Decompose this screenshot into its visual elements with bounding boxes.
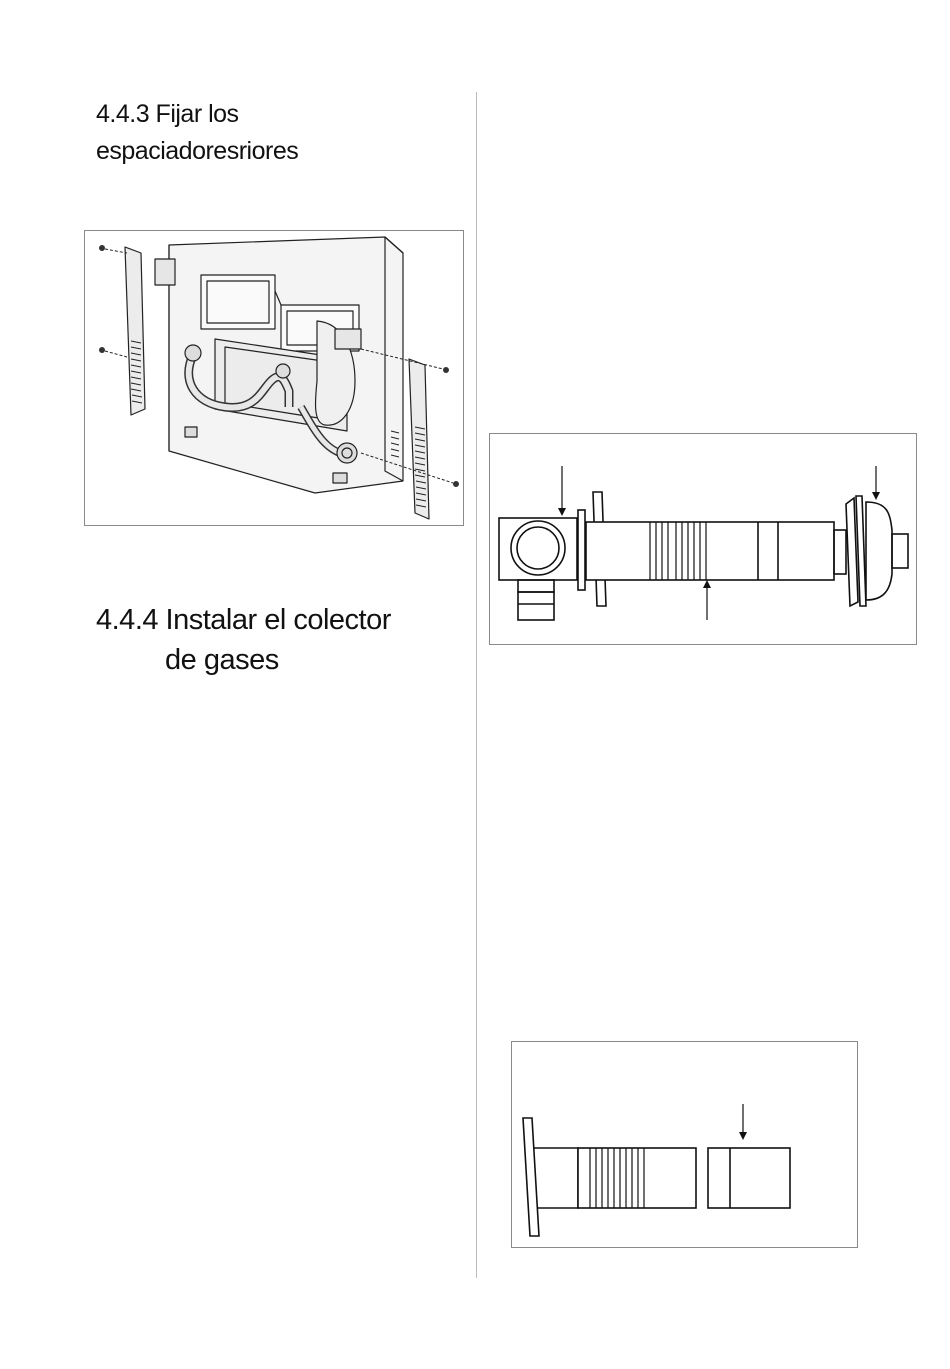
extension-pipe-illustration <box>512 1042 857 1247</box>
extension-pipe-figure <box>511 1041 858 1248</box>
heading-line-2: de gases <box>165 644 279 676</box>
section-heading-4-4-4 <box>96 600 391 680</box>
column-divider <box>476 92 477 1278</box>
heading-line-2: espaciadoresriores <box>96 137 299 165</box>
section-heading-4-4-3 <box>96 96 298 170</box>
heading-line-1: 4.4.4 Instalar el colector <box>96 604 391 636</box>
flue-collector-figure <box>489 433 917 645</box>
flue-collector-illustration <box>490 434 916 644</box>
heater-rear-illustration <box>85 231 463 525</box>
spacers-installation-figure <box>84 230 464 526</box>
heading-line-1: 4.4.3 Fijar los <box>96 100 239 128</box>
